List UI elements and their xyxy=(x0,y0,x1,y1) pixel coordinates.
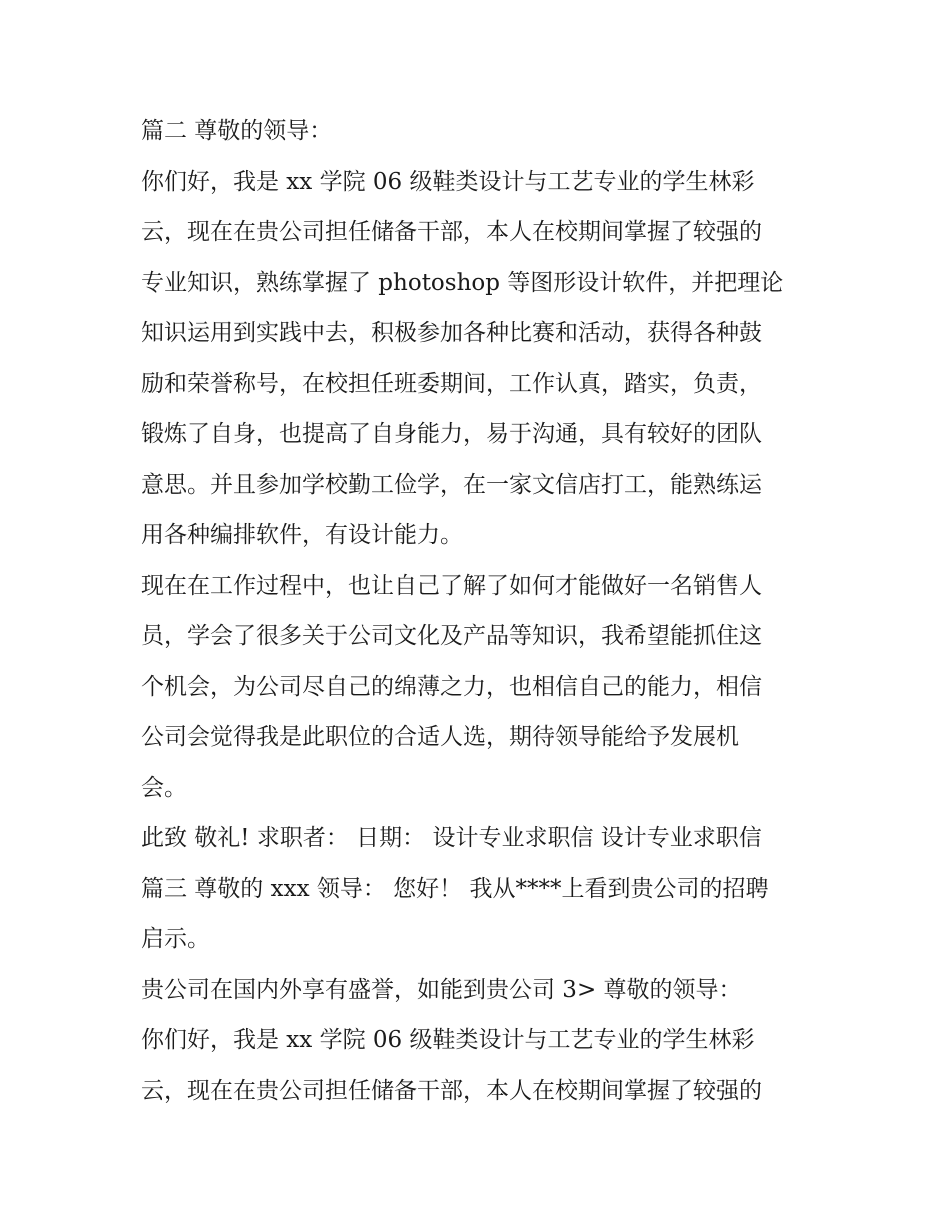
text-line: 知识运用到实践中去，积极参加各种比赛和活动，获得各种鼓 xyxy=(141,320,762,346)
text-line: 篇二 尊敬的领导： xyxy=(141,118,333,144)
text-line: 云，现在在贵公司担任储备干部，本人在校期间掌握了较强的 xyxy=(141,219,762,245)
text-line: 专业知识，熟练掌握了 photoshop 等图形设计软件，并把理论 xyxy=(141,269,784,296)
text-line: 个机会，为公司尽自己的绵薄之力，也相信自己的能力，相信 xyxy=(141,673,762,700)
text-line: 篇三 尊敬的 xxx 领导： 您好！ 我从****上看到贵公司的招聘 xyxy=(141,875,769,902)
text-line: 会。 xyxy=(141,774,187,801)
text-line: 贵公司在国内外享有盛誉，如能到贵公司 3> 尊敬的领导： xyxy=(141,976,742,1003)
text-line: 你们好，我是 xx 学院 06 级鞋类设计与工艺专业的学生林彩 xyxy=(141,1027,755,1053)
text-line: 你们好，我是 xx 学院 06 级鞋类设计与工艺专业的学生林彩 xyxy=(141,168,755,195)
document-body xyxy=(141,106,813,1116)
text-line: 公司会觉得我是此职位的合适人选，期待领导能给予发展机 xyxy=(141,724,739,750)
text-line: 启示。 xyxy=(141,926,210,952)
text-line: 用各种编排软件，有设计能力。 xyxy=(141,522,463,548)
text-line: 现在在工作过程中，也让自己了解了如何才能做好一名销售人 xyxy=(141,572,762,599)
text-line: 锻炼了自身，也提高了自身能力，易于沟通，具有较好的团队 xyxy=(141,421,762,447)
text-line: 意思。并且参加学校勤工俭学，在一家文信店打工，能熟练运 xyxy=(141,471,762,498)
text-line: 员，学会了很多关于公司文化及产品等知识，我希望能抓住这 xyxy=(141,623,762,649)
text-line: 此致 敬礼! 求职者： 日期： 设计专业求职信 设计专业求职信 xyxy=(141,825,762,851)
text-line: 云，现在在贵公司担任储备干部，本人在校期间掌握了较强的 xyxy=(141,1077,762,1104)
text-line: 励和荣誉称号，在校担任班委期间，工作认真，踏实，负责， xyxy=(141,370,762,397)
